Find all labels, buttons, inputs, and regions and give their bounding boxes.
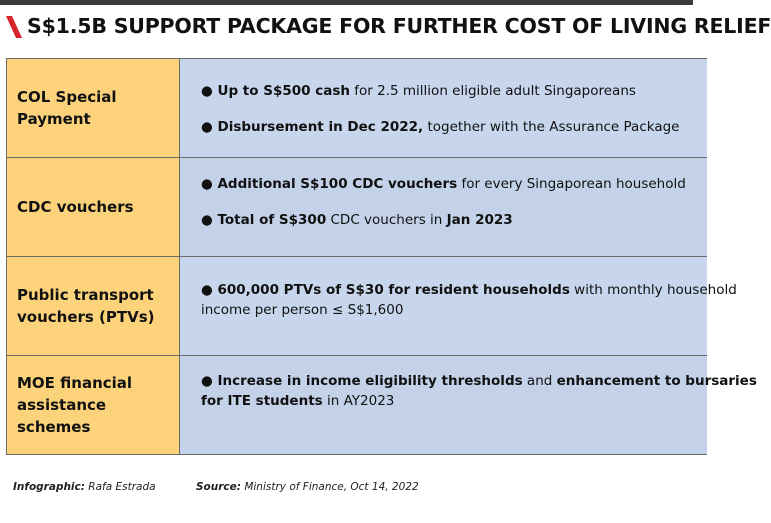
item-bold-text: Jan 2023	[446, 212, 513, 228]
slash-mark-icon	[6, 16, 22, 38]
item-bold-text: 600,000 PTVs of S$30 for resident households	[217, 282, 570, 298]
table-row	[7, 257, 737, 355]
bullet-icon: ●	[201, 119, 218, 135]
source	[196, 481, 419, 493]
bullet-icon: ●	[201, 282, 218, 298]
footer	[13, 481, 693, 501]
item-text: with monthly household income per person ≤ S$1,600	[201, 282, 737, 318]
row-content-cell	[180, 59, 707, 157]
row-label-cell	[7, 59, 180, 157]
bullet-icon: ●	[201, 212, 218, 228]
item-text: together with the Assurance Package	[423, 119, 680, 135]
row-content-cell	[180, 257, 737, 355]
row-content-cell	[180, 158, 707, 256]
header	[0, 12, 771, 44]
row-label: COL Special Payment	[17, 88, 117, 128]
list-item	[201, 210, 513, 230]
row-label: CDC vouchers	[17, 198, 134, 216]
table-row	[7, 158, 707, 256]
top-rule	[0, 0, 693, 5]
item-bold-text: enhancement to bursaries for ITE students	[201, 373, 757, 409]
table-row	[7, 356, 757, 454]
row-label-cell	[7, 356, 180, 454]
row-label-cell	[7, 158, 180, 256]
item-bold-text: Additional S$100 CDC vouchers	[217, 176, 458, 192]
row-label-cell	[7, 257, 180, 355]
item-text: for 2.5 million eligible adult Singaporeans	[350, 83, 636, 99]
item-text: and	[522, 373, 557, 389]
item-bold-text: Up to S$500 cash	[217, 83, 350, 99]
item-bold-text: Total of S$300	[217, 212, 327, 228]
page-title: S$1.5B SUPPORT PACKAGE FOR FURTHER COST OF LIVING RELIEF	[27, 14, 771, 38]
source-value: Ministry of Finance, Oct 14, 2022	[240, 481, 419, 493]
row-label: Public transport vouchers (PTVs)	[17, 286, 155, 326]
list-item	[201, 280, 761, 320]
list-item	[201, 371, 761, 411]
support-table	[6, 58, 757, 455]
list-item	[201, 117, 679, 137]
bullet-icon: ●	[201, 373, 218, 389]
bullet-icon: ●	[201, 176, 218, 192]
row-content-cell	[180, 356, 757, 454]
list-item	[201, 174, 686, 194]
item-bold-text: Disbursement in Dec 2022,	[217, 119, 424, 135]
item-text: CDC vouchers in	[326, 212, 447, 228]
item-text: for every Singaporean household	[457, 176, 686, 192]
credit-label: Infographic:	[13, 481, 85, 493]
credit-value: Rafa Estrada	[84, 481, 156, 493]
row-label: MOE financial assistance schemes	[17, 374, 133, 436]
list-item	[201, 81, 636, 101]
bullet-icon: ●	[201, 83, 218, 99]
item-bold-text: Increase in income eligibility thresholds	[217, 373, 523, 389]
credit	[13, 481, 156, 493]
item-text: in AY2023	[322, 393, 395, 409]
source-label: Source:	[196, 481, 241, 493]
table-row	[7, 59, 707, 157]
